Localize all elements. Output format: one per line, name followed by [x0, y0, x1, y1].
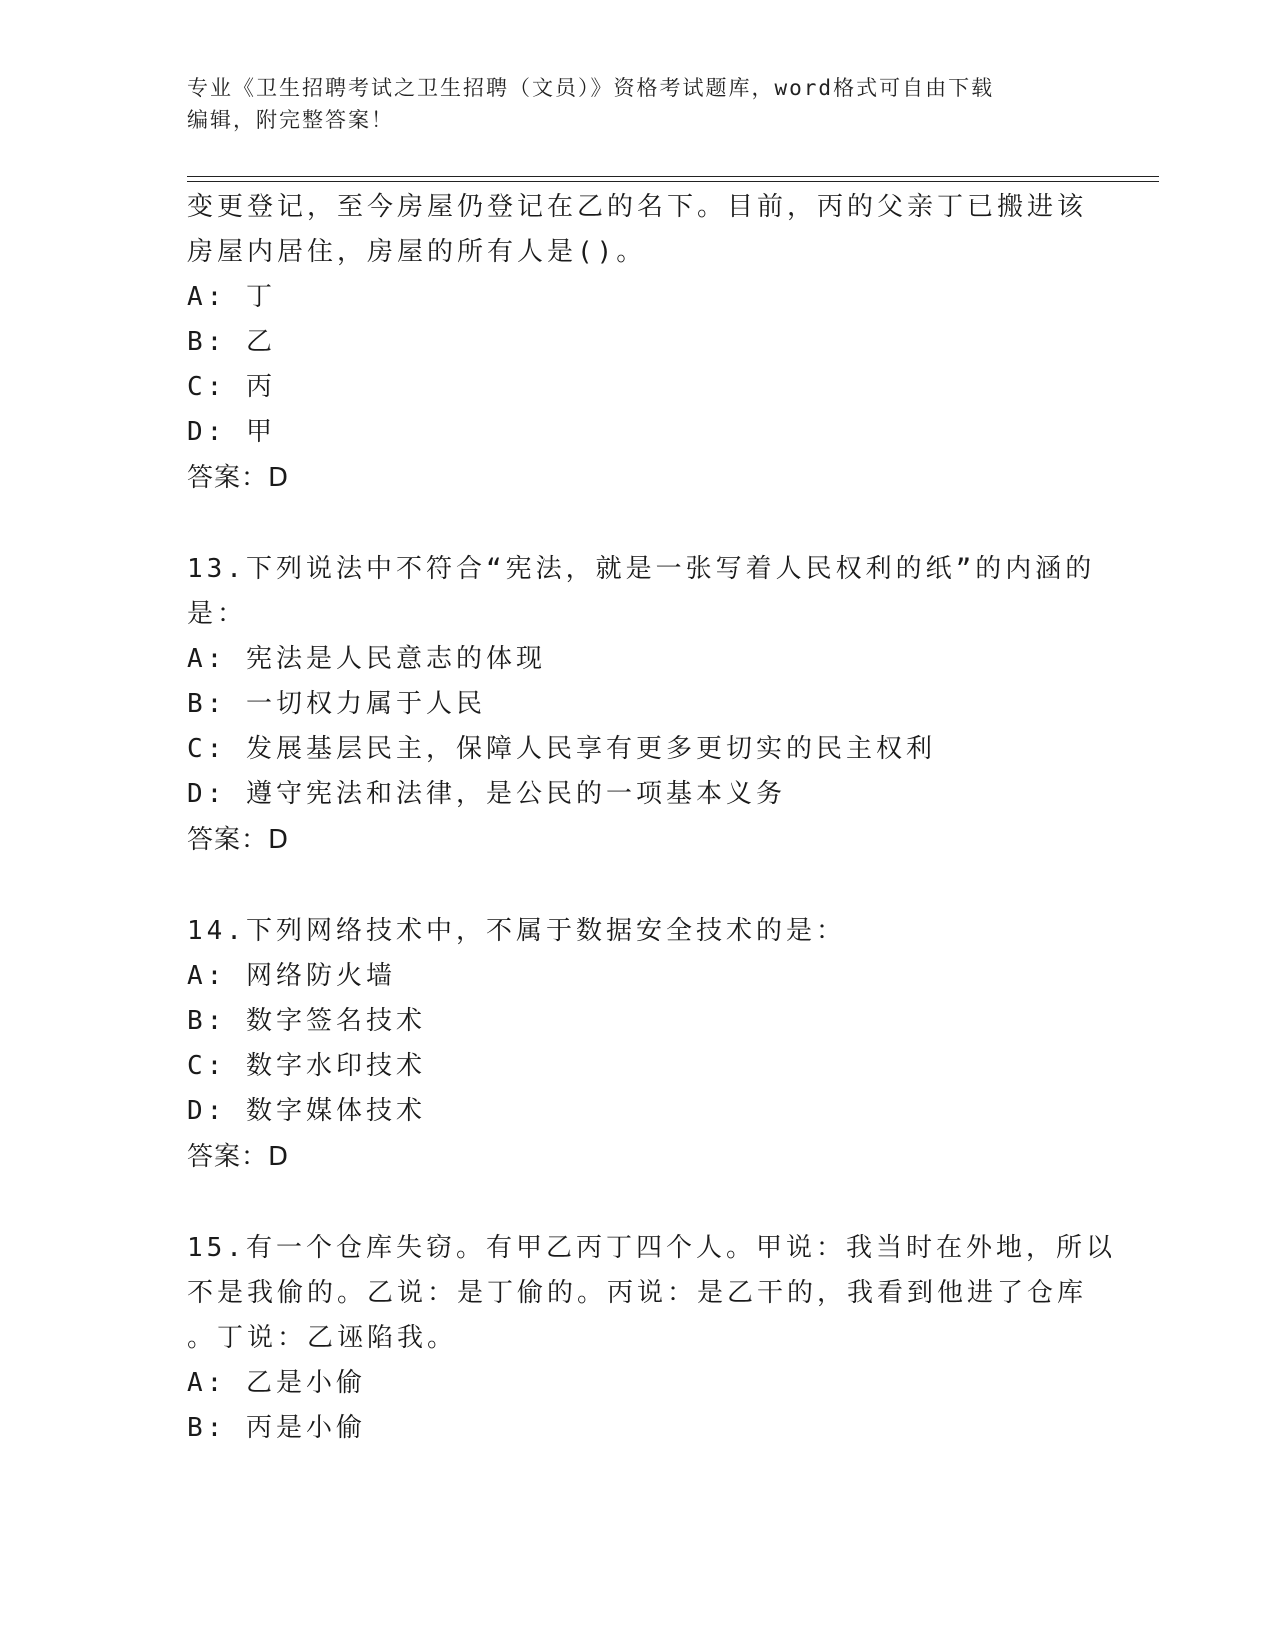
question-stem-line: 14.下列网络技术中，不属于数据安全技术的是： — [187, 916, 846, 946]
option-a: A: 乙是小偷 — [187, 1368, 366, 1398]
question-stem-line: 13.下列说法中不符合“宪法，就是一张写着人民权利的纸”的内涵的 — [187, 554, 1096, 584]
question-12 — [187, 185, 1087, 501]
option-c: C: 发展基层民主，保障人民享有更多更切实的民主权利 — [187, 734, 936, 764]
spacer — [187, 1180, 1087, 1226]
document-header — [187, 72, 1087, 136]
option-b: B: 一切权力属于人民 — [187, 689, 486, 719]
question-stem-line: 。丁说：乙诬陷我。 — [187, 1323, 458, 1353]
option-a: A: 宪法是人民意志的体现 — [187, 644, 546, 674]
option-b: B: 数字签名技术 — [187, 1006, 426, 1036]
option-c: C: 数字水印技术 — [187, 1051, 426, 1081]
question-list — [187, 185, 1116, 1451]
header-line-1: 专业《卫生招聘考试之卫生招聘（文员）》资格考试题库，word格式可自由下载 — [187, 76, 995, 100]
option-a: A: 网络防火墙 — [187, 961, 396, 991]
question-14 — [187, 909, 1087, 1180]
option-d: D: 数字媒体技术 — [187, 1096, 426, 1126]
option-d: D: 遵守宪法和法律，是公民的一项基本义务 — [187, 779, 786, 809]
option-b: B: 丙是小偷 — [187, 1413, 366, 1443]
option-d: D: 甲 — [187, 417, 276, 447]
question-stem-line: 是： — [187, 599, 248, 629]
question-stem-line: 房屋内居住，房屋的所有人是()。 — [187, 237, 647, 267]
spacer — [187, 863, 1087, 909]
answer-line: 答案：D — [187, 825, 290, 855]
question-stem-line: 15.有一个仓库失窃。有甲乙丙丁四个人。甲说：我当时在外地，所以 — [187, 1233, 1116, 1263]
question-13 — [187, 547, 1096, 863]
answer-line: 答案：D — [187, 463, 290, 493]
option-c: C: 丙 — [187, 372, 276, 402]
question-15 — [187, 1226, 1116, 1451]
header-divider-top — [187, 176, 1159, 177]
header-divider-bottom — [187, 181, 1159, 182]
option-a: A: 丁 — [187, 282, 276, 312]
option-b: B: 乙 — [187, 327, 276, 357]
header-line-2: 编辑，附完整答案！ — [187, 108, 394, 132]
spacer — [187, 501, 1087, 547]
question-stem-line: 变更登记，至今房屋仍登记在乙的名下。目前，丙的父亲丁已搬进该 — [187, 192, 1088, 222]
question-stem-line: 不是我偷的。乙说：是丁偷的。丙说：是乙干的，我看到他进了仓库 — [187, 1278, 1088, 1308]
answer-line: 答案：D — [187, 1142, 290, 1172]
